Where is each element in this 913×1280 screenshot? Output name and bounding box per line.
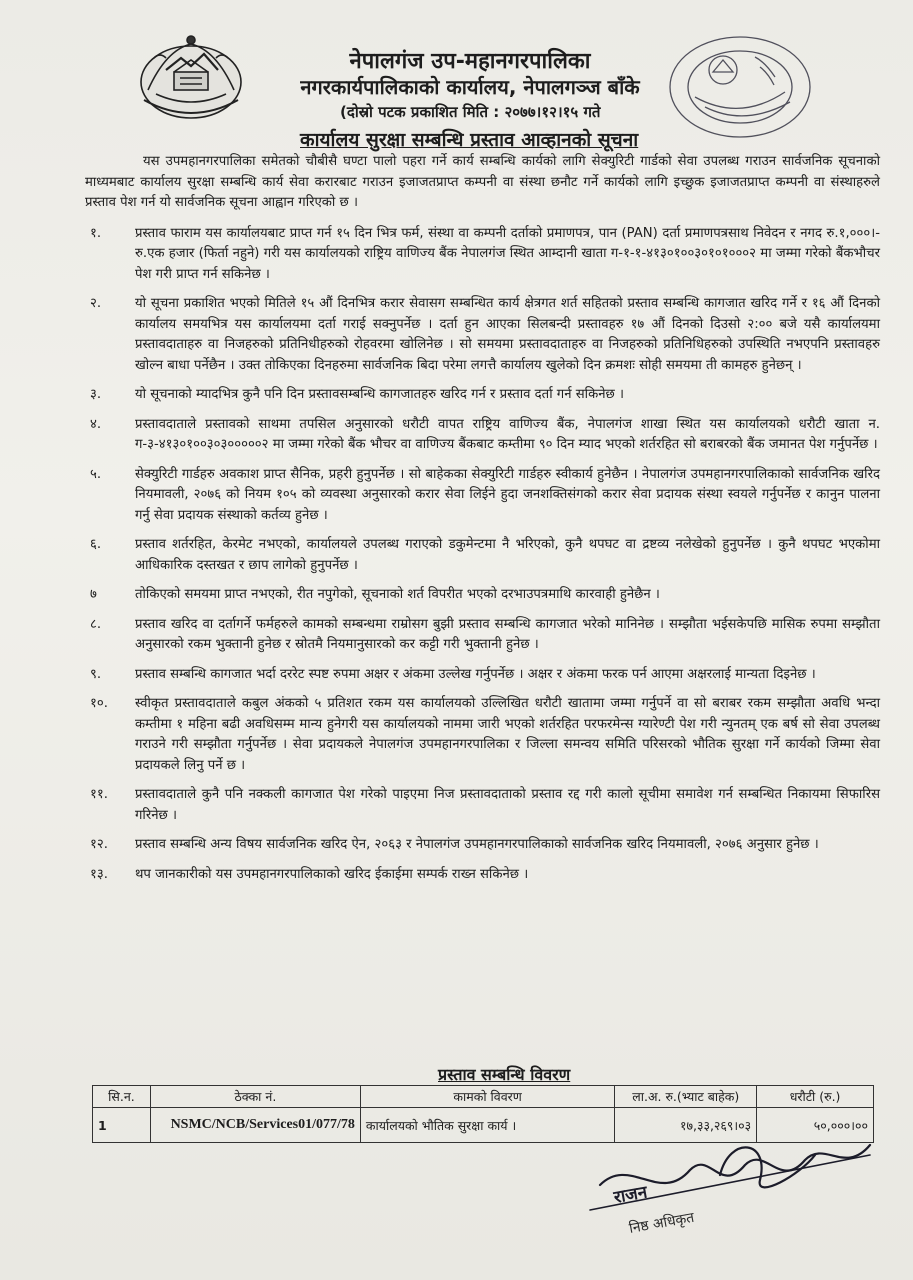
officer-signature [570, 1115, 890, 1245]
item-text: प्रस्ताव सम्बन्धि अन्य विषय सार्वजनिक खरिद ऐन, २०६३ र नेपालगंज उपमहानगरपालिकाको सार्वजनिक खरिद नियमावली, २०७६ अनुसार हुनेछ । [135, 837, 819, 852]
col-header-serial: सि.न. [93, 1086, 151, 1108]
list-item [85, 294, 880, 376]
office-seal-stamp [665, 32, 815, 142]
item-text: यो सूचनाको म्यादभित्र कुनै पनि दिन प्रस्तावसम्बन्धि कागजातहरु खरिद गर्न र प्रस्ताव दर्ता गर्न सकिनेछ । [135, 387, 624, 402]
col-header-work-description: कामको विवरण [360, 1086, 614, 1108]
office-name: नेपालगंज उप-महानगरपालिका [349, 49, 591, 74]
list-item [85, 415, 880, 456]
cell-work-description: कार्यालयको भौतिक सुरक्षा कार्य । [360, 1108, 614, 1143]
item-text: प्रस्तावदाताले कुनै पनि नक्कली कागजात पेश गरेको पाइएमा निज प्रस्तावदाताको प्रस्ताव रद्द गरी कालो सूचीमा समावेश गर्न सम्बन्धित निकायमा सिफारिस गरिनेछ । [135, 787, 880, 823]
cell-deposit: ५०,०००।०० [757, 1108, 874, 1143]
letterhead [270, 48, 670, 100]
item-text: प्रस्ताव खरिद वा दर्तागर्ने फर्महरुले कामको सम्बन्धमा राम्रोसग बुझी प्रस्ताव सम्बन्धि कागजात भरेको मानिनेछ । सम्झौता भईसकेपछि मासिक रुपमा सम्झौता अनुसारको रकम भुक्तानी हुनेछ र स्रोतमै नियमानुसारको कर कट्टी गरी भुक्तानी हुनेछ । [135, 616, 880, 652]
item-text: थप जानकारीको यस उपमहानगरपालिकाको खरिद ईकाईमा सम्पर्क राख्न सकिनेछ । [135, 866, 529, 882]
item-number: ८. [90, 616, 102, 632]
list-item [85, 385, 880, 406]
notice-title: कार्यालय सुरक्षा सम्बन्धि प्रस्ताव आव्हानको सूचना [300, 129, 639, 151]
cell-serial: 1 [93, 1108, 151, 1143]
col-header-contract-no: ठेक्का नं. [150, 1086, 360, 1108]
item-number: ३. [90, 387, 102, 402]
notice-body [85, 152, 880, 894]
list-item [85, 585, 880, 606]
list-item [85, 665, 880, 686]
table-header-row [93, 1086, 874, 1108]
intro-paragraph: यस उपमहानगरपालिका समेतको चौबीसै घण्टा पालो पहरा गर्ने कार्य सम्बन्धि कार्यको लागि सेक्युरिटी गार्डको सेवा उपलब्ध गराउन सार्वजनिक सूचनाको माध्यमबाट कार्यालय सुरक्षा सम्बन्धि कार्य सेवा करारबाट गराउन इजाजतप्राप्त कम्पनी वा संस्था छनौट गर्ने कार्यको लागि इच्छुक इजाजतप्राप्त कम्पनी वा संस्थाहरुले प्रस्ताव पेश गर्न यो सार्वजनिक सूचना आह्वान गरिएको छ । [85, 154, 880, 210]
item-text: प्रस्तावदाताले प्रस्तावको साथमा तपसिल अनुसारको धरौटी वापत राष्ट्रिय वाणिज्य बैंक, नेपालगंज शाखा स्थित यस कार्यालयको धरौटी खाता न. ग-३-४१३०१००३०३०००००२ मा जम्मा गरेको बैंक भौचर वा वाणिज्य बैंकबाट कम्तीमा ९० दिन म्याद भएको शर्तरहित सो बराबरको बैंक जमानत पेश गर्नुपर्नेछ । [135, 416, 880, 452]
item-number: ९. [90, 666, 102, 682]
item-text: सेक्युरिटी गार्डहरु अवकाश प्राप्त सैनिक, प्रहरी हुनुपर्नेछ । सो बाहेकका सेक्युरिटी गार्डहरु स्वीकार्य हुनेछैन । नेपालगंज उपमहानगरपालिकाको सार्वजनिक खरिद नियमावली, २०७६ को नियम १०५ को व्यवस्था अनुसारको करार सेवा लिईने हुदा जनशक्तिसंगको करार सेवा प्रदायक संस्था स्वयले गर्नुपर्नेछ र कानुन पालना गर्नु सेवा प्रदायक संस्थाको कर्तव्य हुनेछ । [135, 466, 880, 523]
signature-designation: निष्ठ अधिकृत [627, 1209, 696, 1237]
list-item [85, 465, 880, 527]
item-number: ५. [90, 466, 102, 482]
item-number: ६. [90, 537, 102, 552]
table-title: प्रस्ताव सम्बन्धि विवरण [438, 1065, 571, 1084]
list-item [85, 224, 880, 286]
list-item [85, 694, 880, 776]
office-sub: नगरकार्यपालिकाको कार्यालय, नेपालगञ्ज बाँके [300, 75, 640, 99]
item-number: १०. [90, 696, 108, 711]
item-text: यो सूचना प्रकाशित भएको मितिले १५ औं दिनभित्र करार सेवासग सम्बन्धित कार्य क्षेत्रगत शर्त सहितको प्रस्ताव सम्बन्धि कागजात खरिद गर्ने र १६ औं दिनको कार्यालय समयभित्र यस कार्यालयमा दर्ता गराई सक्नुपर्नेछ । दर्ता हुन आएका सिलबन्दी प्रस्तावहरु १७ औं दिनको दिउसो २:०० बजे यसै कार्यालयमा प्रस्तावदाताहरु वा निजहरुको प्रतिनिधीहरुको रोहवरमा खोलिनेछ । सो समयमा प्रस्तावदाताहरु वा निजहरुको प्रतिनिधिहरुको उपस्थिति नभएपनि प्रस्तावहरु खोल्न बाधा पर्नेछैन । उक्त तोकिएका दिनहरुमा सार्वजनिक बिदा परेमा लगत्तै कार्यालय खुलेको दिन क्रमशः सोही समयमा ती कामहरु हुनेछन् । [135, 296, 880, 373]
item-text: प्रस्ताव फाराम यस कार्यालयबाट प्राप्त गर्न १५ दिन भित्र फर्म, संस्था वा कम्पनी दर्ताको प्रमाणपत्र, पान (PAN) दर्ता प्रमाणपत्रसाथ निवेदन र नगद रु.१,०००।- रु.एक हजार (फिर्ता नहुने) गरी यस कार्यालयको राष्ट्रिय वाणिज्य बैंक नेपालगंज स्थित आम्दानी खाता ग-१-१-४१३०१००३०१०१०००२ मा जम्मा गरेको बैंकभौचर पेश गरी प्राप्त गर्न सकिनेछ । [135, 225, 880, 282]
cell-contract-no: NSMC/NCB/Services01/077/78 [150, 1108, 360, 1143]
item-text: तोकिएको समयमा प्राप्त नभएको, रीत नपुगेको, सूचनाको शर्त विपरीत भएको दरभाउपत्रमाथि कारवाही हुनेछैन । [135, 587, 660, 602]
item-text: स्वीकृत प्रस्तावदाताले कबुल अंकको ५ प्रतिशत रकम यस कार्यालयको उल्लिखित धरौटी खातामा जम्मा गर्नुपर्ने वा सो बराबर रकम सम्झौता अवधि भन्दा कम्तीमा १ महिना बढी अवधिसम्म मान्य हुनेगरी यस कार्यालयको नाममा जारी भएको शर्तरहित परफरमेन्स ग्यारेण्टी पेश गरी न्युनतम् एक बर्ष सो सेवा उपलब्ध गराउने गरी सम्झौता गर्नुपर्नेछ । सेवा प्रदायकले नेपालगंज उपमहानगरपालिका र जिल्ला समन्वय समिति परिसरको भौतिक सुरक्षा गर्ने कार्यको जिम्मा सेवा प्रदायकले लिनु पर्ने छ । [135, 696, 880, 773]
item-number: १. [90, 225, 102, 241]
col-header-cost-estimate: ला.अ. रु.(भ्याट बाहेक) [615, 1086, 757, 1108]
item-number: ११. [90, 787, 108, 802]
nepal-emblem-logo [136, 30, 246, 125]
item-number: १३. [90, 866, 108, 882]
list-item [85, 865, 880, 886]
col-header-deposit: धरौटी (रु.) [757, 1086, 874, 1108]
list-item [85, 785, 880, 826]
item-text: प्रस्ताव शर्तरहित, केरमेट नभएको, कार्यालयले उपलब्ध गराएको डकुमेन्टमा नै भरिएको, कुनै थपघट वा द्रष्टव्य नलेखेको हुनुपर्नेछ । कुनै थपघट भएकोमा आधिकारिक दस्तखत र छाप लागेको हुनुपर्नेछ । [135, 537, 880, 573]
signature-name: राजन [612, 1182, 649, 1208]
cell-cost-estimate: १७,३३,२६९।०३ [615, 1108, 757, 1143]
list-item [85, 535, 880, 576]
item-text: प्रस्ताव सम्बन्धि कागजात भर्दा दररेट स्पष्ट रुपमा अक्षर र अंकमा उल्लेख गर्नुपर्नेछ । अक्षर र अंकमा फरक पर्न आएमा अक्षरलाई मान्यता दिइनेछ । [135, 666, 816, 682]
publication-date: (दोस्रो पटक प्रकाशित मिति : २०७७।१२।१५ गते [340, 103, 601, 121]
item-number: २. [90, 296, 102, 311]
list-item [85, 835, 880, 856]
item-number: ४. [90, 416, 102, 432]
item-number: ७ [90, 587, 97, 602]
item-number: १२. [90, 837, 108, 852]
list-item [85, 615, 880, 656]
